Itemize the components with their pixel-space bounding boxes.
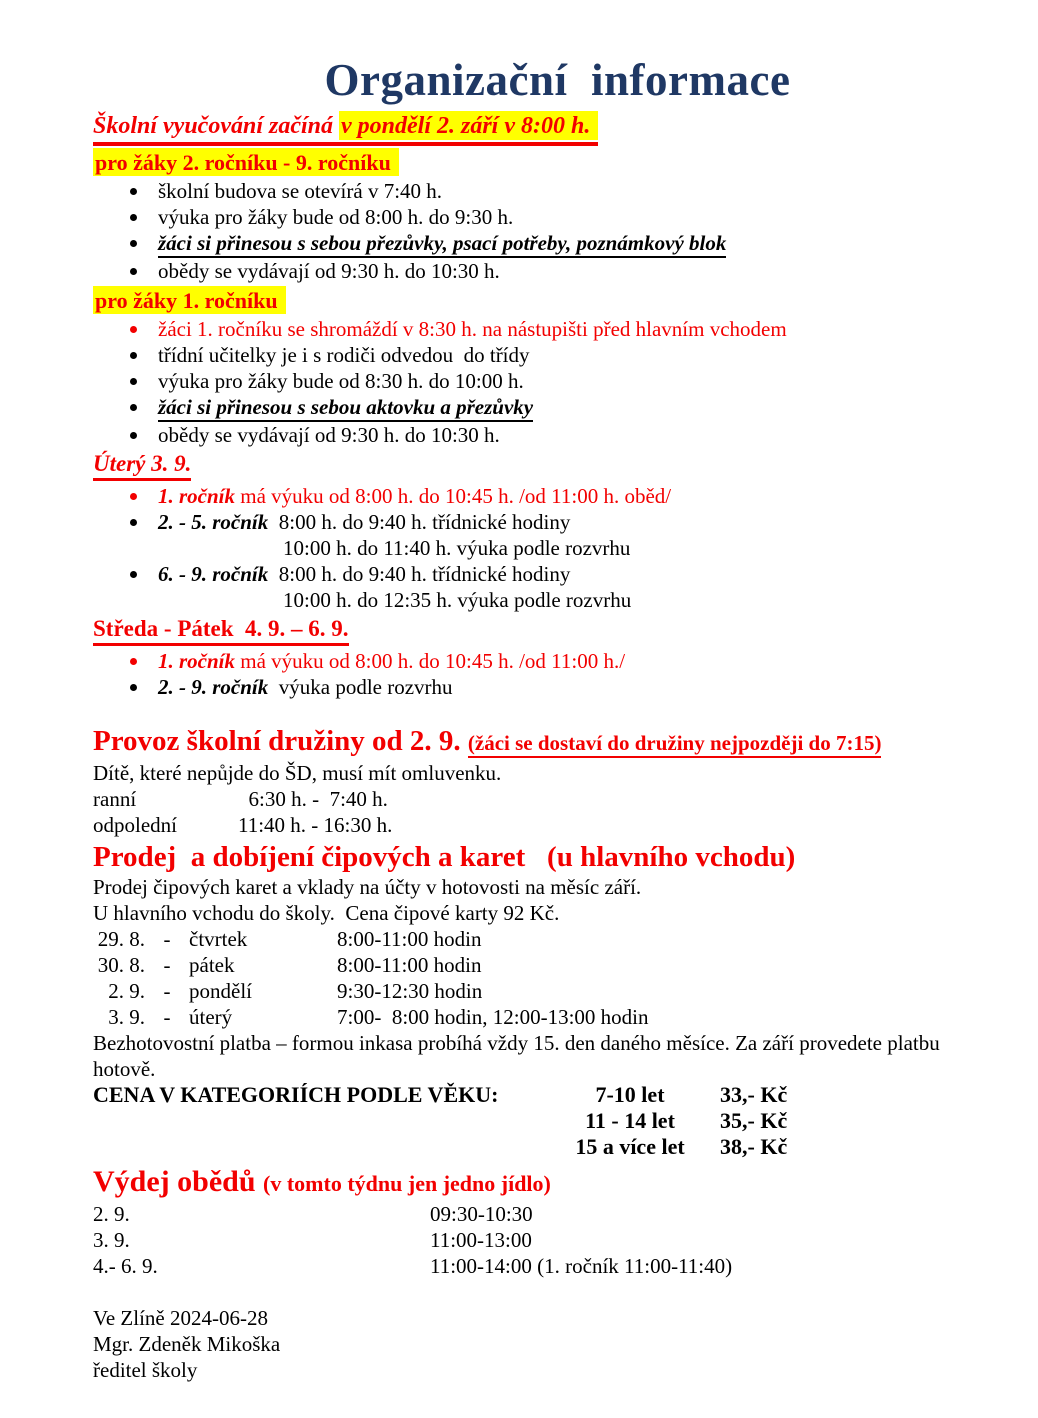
bullet-icon: [130, 519, 137, 526]
list-item: [93, 258, 960, 284]
list-item: [93, 509, 960, 535]
list-item: [93, 422, 960, 448]
druzina-heading: [93, 724, 960, 760]
price-table: [93, 1082, 960, 1160]
signature-block: [93, 1305, 960, 1383]
list-item: [93, 230, 960, 258]
tuesday-heading-row: [93, 448, 960, 481]
grade-detail: 8:00 h. do 9:40 h. třídnické hodiny: [268, 510, 571, 534]
list-item: [93, 368, 960, 394]
table-row: [93, 1134, 960, 1160]
cell-time: 8:00-11:00 hodin: [337, 927, 482, 951]
list-item-text: výuka pro žáky bude od 8:30 h. do 10:00 h.: [158, 369, 524, 393]
bullet-icon: [130, 268, 137, 275]
bullet-icon: [130, 432, 137, 439]
cell-date: 3. 9.: [93, 1228, 130, 1252]
group-1-label: pro žáky 1. ročníku: [93, 286, 286, 314]
prodej-line-1: Prodej čipových karet a vklady na účty v hotovosti na měsíc září.: [93, 875, 642, 899]
cell-date: 3. 9.: [108, 1005, 145, 1029]
cell-time: 09:30-10:30: [430, 1202, 533, 1226]
bullet-icon: [130, 240, 137, 247]
cell-date: 2. 9.: [93, 1202, 130, 1226]
bullet-icon: [130, 188, 137, 195]
list-item: [93, 483, 960, 509]
table-row: [93, 1201, 960, 1227]
list-item: [93, 394, 960, 422]
start-headline-plain: Školní vyučování začíná: [93, 113, 340, 139]
group-2-9-bullets: [93, 178, 960, 284]
prodej-schedule-table: [93, 926, 960, 1030]
continuation-line: 10:00 h. do 12:35 h. výuka podle rozvrhu: [283, 588, 632, 612]
cell-price: 38,- Kč: [720, 1134, 788, 1159]
druzina-row: [93, 786, 960, 812]
bullet-icon: [130, 493, 137, 500]
bullet-icon: [130, 214, 137, 221]
group-1-bullets: [93, 316, 960, 448]
grade-lead: 2. - 5. ročník: [158, 510, 269, 534]
list-item-text-emphasized: žáci si přinesou s sebou přezůvky, psací potřeby, poznámkový blok: [158, 230, 726, 258]
tuesday-bullets: [93, 483, 960, 613]
list-item: [93, 204, 960, 230]
tuesday-heading: Úterý 3. 9.: [93, 451, 191, 481]
start-headline-highlight: v pondělí 2. září v 8:00 h.: [339, 111, 598, 140]
cell-price: 35,- Kč: [720, 1108, 788, 1133]
cell-age: 15 a více let: [575, 1134, 685, 1159]
vydej-heading: [93, 1165, 960, 1201]
list-item-text: [158, 561, 570, 587]
table-row: [93, 952, 960, 978]
prodej-line-2: U hlavního vchodu do školy. Cena čipové karty 92 Kč.: [93, 901, 560, 925]
grade-lead: 1. ročník: [158, 649, 236, 673]
grade-detail: výuka podle rozvrhu: [268, 675, 453, 699]
druzina-note: (žáci se dostaví do družiny nejpozději do 7:15): [468, 731, 882, 758]
cell-day: úterý: [189, 1005, 233, 1029]
cell-time: 9:30-12:30 hodin: [337, 979, 483, 1003]
table-row: [93, 1253, 960, 1279]
druzina-row-time: 6:30 h. - 7:40 h.: [238, 787, 388, 811]
signature-name: Mgr. Zdeněk Mikoška: [93, 1332, 281, 1356]
cell-dash: -: [163, 979, 171, 1003]
druzina-row: [93, 812, 960, 838]
grade-lead: 2. - 9. ročník: [158, 675, 269, 699]
cell-time: 11:00-14:00 (1. ročník 11:00-11:40): [430, 1254, 733, 1278]
list-item-text: [158, 648, 625, 674]
spacer: [93, 1108, 565, 1134]
cell-age: 7-10 let: [595, 1082, 665, 1107]
signature-role: ředitel školy: [93, 1358, 198, 1382]
list-item-text: [158, 674, 453, 700]
group-2-9-label: pro žáky 2. ročníku - 9. ročníku: [93, 148, 399, 176]
wed-fri-heading-row: [93, 613, 960, 646]
list-item-text: obědy se vydávají od 9:30 h. do 10:30 h.: [158, 423, 500, 447]
bullet-icon: [130, 684, 137, 691]
bullet-icon: [130, 326, 137, 333]
cell-time: 7:00- 8:00 hodin, 12:00-13:00 hodin: [337, 1005, 649, 1029]
table-row: [93, 1004, 960, 1030]
cell-time: 11:00-13:00: [430, 1228, 532, 1252]
vydej-heading-text: Výdej obědů: [93, 1165, 264, 1198]
vydej-note: (v tomto týdnu jen jedno jídlo): [263, 1171, 551, 1196]
table-row: [93, 978, 960, 1004]
cell-day: pondělí: [189, 979, 252, 1003]
price-table-label: CENA V KATEGORIÍCH PODLE VĚKU:: [93, 1082, 499, 1107]
bullet-icon: [130, 658, 137, 665]
cell-date: 29. 8.: [97, 927, 145, 951]
continuation-line: 10:00 h. do 11:40 h. výuka podle rozvrhu: [283, 536, 631, 560]
list-item-text: výuka pro žáky bude od 8:00 h. do 9:30 h.: [158, 205, 514, 229]
bullet-icon: [130, 378, 137, 385]
list-item-text: obědy se vydávají od 9:30 h. do 10:30 h.: [158, 259, 500, 283]
grade-detail: má výuku od 8:00 h. do 10:45 h. /od 11:00 h. oběd/: [235, 484, 672, 508]
cell-dash: -: [163, 1005, 171, 1029]
start-headline: [93, 112, 598, 146]
list-item-text: třídní učitelky je i s rodiči odvedou do třídy: [158, 343, 530, 367]
signature-place-date: Ve Zlíně 2024-06-28: [93, 1306, 268, 1330]
druzina-row-label: odpolední: [93, 813, 177, 837]
table-row: [93, 926, 960, 952]
cell-date: 30. 8.: [97, 953, 145, 977]
wed-fri-heading: Středa - Pátek 4. 9. – 6. 9.: [93, 616, 349, 646]
druzina-row-label: ranní: [93, 787, 137, 811]
druzina-row-time: 11:40 h. - 16:30 h.: [238, 813, 393, 837]
list-item: [93, 561, 960, 587]
list-item: [93, 178, 960, 204]
table-row: [93, 1082, 960, 1108]
cell-day: čtvrtek: [189, 927, 248, 951]
druzina-heading-text: Provoz školní družiny od 2. 9.: [93, 725, 468, 757]
list-item: [93, 648, 960, 674]
list-item-text: [158, 483, 671, 509]
bullet-icon: [130, 352, 137, 359]
start-headline-row: [93, 112, 960, 146]
cell-time: 8:00-11:00 hodin: [337, 953, 482, 977]
prodej-payment-note: Bezhotovostní platba – formou inkasa probíhá vždy 15. den daného měsíce. Za září provedete platbu hotově.: [93, 1031, 945, 1081]
cell-dash: -: [163, 927, 171, 951]
list-item-text: školní budova se otevírá v 7:40 h.: [158, 179, 443, 203]
grade-detail: 8:00 h. do 9:40 h. třídnické hodiny: [268, 562, 571, 586]
bullet-icon: [130, 571, 137, 578]
vydej-table: [93, 1201, 960, 1279]
cell-age: 11 - 14 let: [585, 1108, 675, 1133]
table-row: [93, 1227, 960, 1253]
grade-detail: má výuku od 8:00 h. do 10:45 h. /od 11:00 h./: [235, 649, 626, 673]
list-item: [93, 342, 960, 368]
cell-price: 33,- Kč: [720, 1082, 788, 1107]
bullet-icon: [130, 404, 137, 411]
list-item: [93, 316, 960, 342]
page-title: Organizační informace: [324, 55, 791, 105]
list-item-text: [158, 509, 570, 535]
list-item-text: žáci 1. ročníku se shromáždí v 8:30 h. na nástupišti před hlavním vchodem: [158, 317, 787, 341]
cell-day: pátek: [189, 953, 235, 977]
group-1-label-row: [93, 284, 960, 314]
table-row: [93, 1108, 960, 1134]
list-item: [93, 674, 960, 700]
spacer: [93, 1134, 565, 1160]
wed-fri-bullets: [93, 648, 960, 700]
cell-date: 4.- 6. 9.: [93, 1254, 158, 1278]
cell-date: 2. 9.: [108, 979, 145, 1003]
group-2-9-label-row: [93, 146, 960, 176]
grade-lead: 6. - 9. ročník: [158, 562, 269, 586]
cell-dash: -: [163, 953, 171, 977]
list-item-text-emphasized: žáci si přinesou s sebou aktovku a přezůvky: [158, 394, 533, 422]
druzina-line: Dítě, které nepůjde do ŠD, musí mít omluvenku.: [93, 761, 502, 785]
prodej-heading: Prodej a dobíjení čipových a karet (u hlavního vchodu): [93, 841, 796, 873]
grade-lead: 1. ročník: [158, 484, 236, 508]
